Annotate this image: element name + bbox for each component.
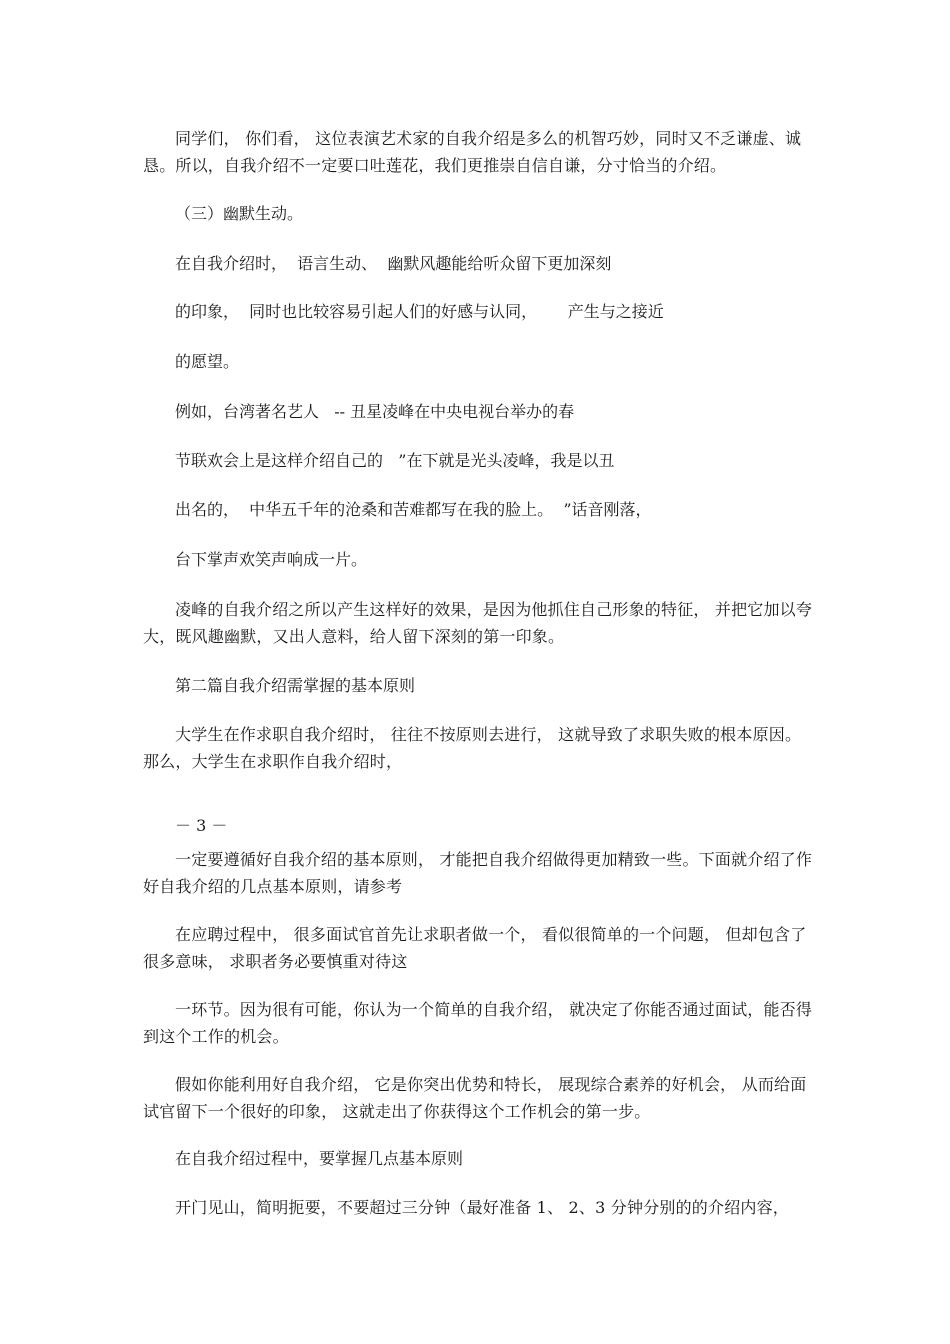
paragraph-opportunity: 假如你能利用好自我介绍， 它是你突出优势和特长， 展现综合素养的好机会， 从而给面试官留下一个很好的印象， 这就走出了你获得这个工作机会的第一步。 xyxy=(143,1075,807,1121)
chapter-heading: 第二篇自我介绍需掌握的基本原则 xyxy=(175,676,416,695)
paragraph-line: 在自我介绍时， 语言生动、 幽默风趣能给听众留下更加深刻 xyxy=(175,254,612,273)
paragraph-interview: 在应聘过程中， 很多面试官首先让求职者做一个， 看似很简单的一个问题， 但却包含了很多意味， 求职者务必要慎重对待这 xyxy=(143,925,807,971)
paragraph-1: 同学们， 你们看， 这位表演艺术家的自我介绍是多么的机智巧妙，同时又不乏谦虚、诚恳。所以，自我介绍不一定要口吐莲花，我们更推崇自信自谦，分寸恰当的介绍。 xyxy=(143,129,802,175)
page-number: － 3 － xyxy=(175,816,228,835)
paragraph-line: 出名的， 中华五千年的沧桑和苦难都写在我的脸上。 ”话音刚落， xyxy=(175,500,652,519)
paragraph-step: 一环节。因为很有可能，你认为一个简单的自我介绍， 就决定了你能否通过面试，能否得到这个工作的机会。 xyxy=(143,1000,813,1046)
paragraph-principles: 一定要遵循好自我介绍的基本原则， 才能把自我介绍做得更加精致一些。下面就介绍了作好自我介绍的几点基本原则，请参考 xyxy=(143,850,813,896)
paragraph-line: 在自我介绍过程中，要掌握几点基本原则 xyxy=(175,1149,464,1168)
section-heading-humor: （三）幽默生动。 xyxy=(175,204,304,223)
paragraph-line: 的愿望。 xyxy=(175,352,240,371)
paragraph-concise: 开门见山，简明扼要，不要超过三分钟（最好准备 1、 2、3 分钟分别的的介绍内容， xyxy=(175,1198,789,1217)
paragraph-line: 例如，台湾著名艺人 -- 丑星凌峰在中央电视台举办的春 xyxy=(175,402,575,421)
paragraph-line: 节联欢会上是这样介绍自己的 ”在下就是光头凌峰，我是以丑 xyxy=(175,451,615,470)
paragraph-line: 台下掌声欢笑声响成一片。 xyxy=(175,550,368,569)
paragraph-lingfeng: 凌峰的自我介绍之所以产生这样好的效果，是因为他抓住自己形象的特征， 并把它加以夸大，既风趣幽默，又出人意料，给人留下深刻的第一印象。 xyxy=(143,600,813,646)
paragraph-line: 的印象， 同时也比较容易引起人们的好感与认同， 产生与之接近 xyxy=(175,302,664,321)
paragraph-students: 大学生在作求职自我介绍时， 往往不按原则去进行， 这就导致了求职失败的根本原因。那么，大学生在求职作自我介绍时， xyxy=(143,725,802,771)
